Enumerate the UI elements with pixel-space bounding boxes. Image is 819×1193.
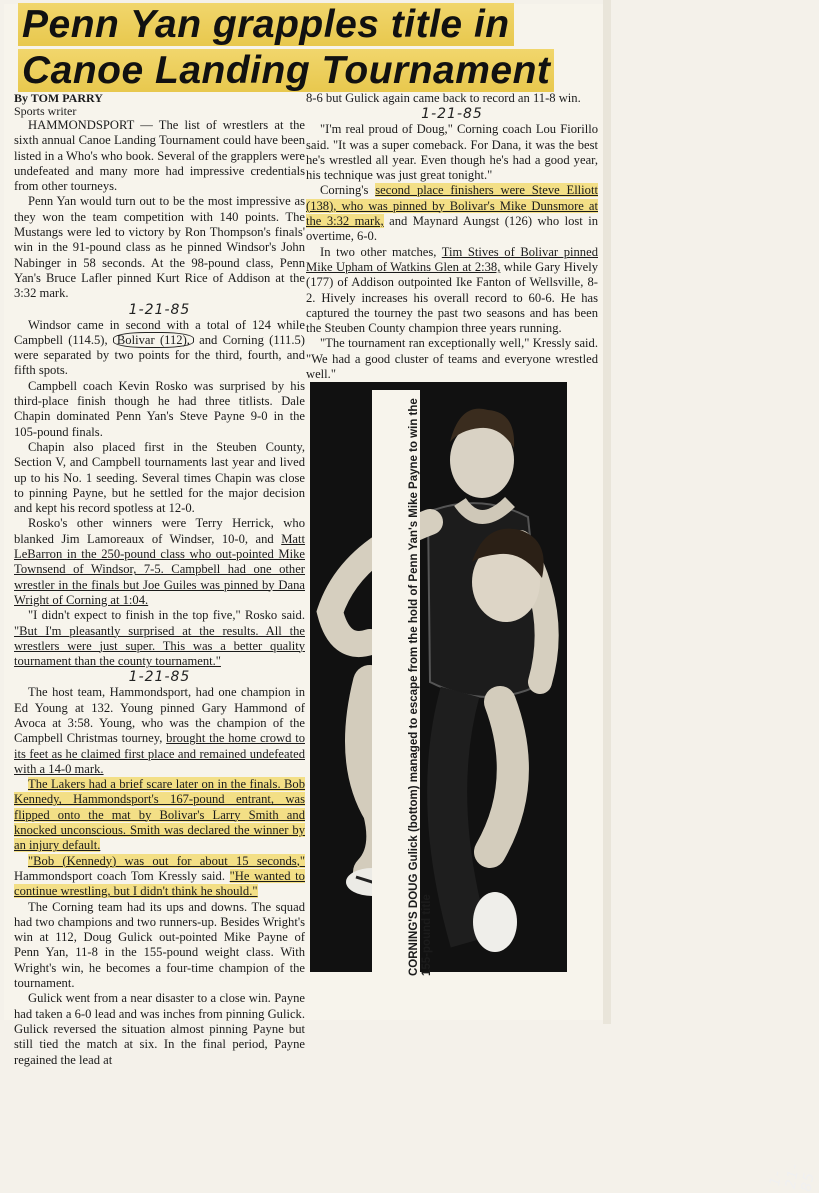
handwritten-date-3: 1-21-85 xyxy=(421,106,483,123)
paragraph-r3 xyxy=(306,183,598,244)
caption-text: Gulick (bottom) managed to escape from the hold of Penn Yan's Mike Payne to win the 155-pound title xyxy=(408,398,433,976)
byline-author: By TOM PARRY xyxy=(14,91,103,105)
underlined-quote: "But I'm pleasantly surprised at the results. All the wrestlers were just super. This was a better quality tournament than the county tournament." xyxy=(14,623,305,669)
paragraph-6 xyxy=(14,516,305,608)
paragraph-6-text: Rosko's other winners were Terry Herrick, who blanked Jim Lamoreaux of Windser, 10-0, and xyxy=(14,516,305,546)
paragraph-7 xyxy=(14,608,305,669)
highlighted-text: The Lakers had a brief scare later on in the finals. Bob Kennedy, Hammondsport's 167-pound entrant, was flipped onto the mat by Bolivar's Larry Smith and knocked unconscious. Smith was declared the winner by an injury default. xyxy=(14,777,305,853)
article-right-column xyxy=(306,91,598,382)
headline xyxy=(18,2,603,94)
paragraph-r3-text-b: and Maynard Aungst (126) who lost in overtime, 6-0. xyxy=(306,214,598,244)
paragraph-3-text-a: Windsor came in second with a total of 124 while Campbell (114.5), xyxy=(14,317,305,347)
paragraph-3 xyxy=(14,318,305,379)
headline-line-1: Penn Yan grapples title in xyxy=(18,3,514,46)
underlined-text: Matt LeBarron in the 250-pound class who out-pointed Mike Townsend of Windsor, 7-5. Campbell had one other wrestler in the finals but Joe Guiles was pinned by Dana Wright of Corning at 1:04. xyxy=(14,531,306,607)
byline-role: Sports writer xyxy=(14,104,77,118)
paragraph-1 xyxy=(14,118,305,194)
paragraph-8-text: The host team, Hammondsport, had one champion in Ed Young at 132. Young pinned Gary Hammond of Avoca at 3:58. Young, who was the champion of the Campbell Christmas tourney, xyxy=(14,685,305,746)
circled-team: Bolivar (112), xyxy=(113,332,194,348)
paragraph-3-text-b: and Corning (111.5) were separated by two points for the third, fourth, and fifth spots. xyxy=(14,332,305,378)
paragraph-7-text: "I didn't expect to finish in the top five," Rosko said. xyxy=(28,608,305,623)
clipping-edge xyxy=(603,0,611,1024)
caption-lead: CORNING'S DOUG xyxy=(408,873,420,976)
paragraph-r5: "The tournament ran exceptionally well," Kressly said. "We had a good cluster of teams and everyone wrestled well." xyxy=(306,336,598,382)
paragraph-r4-text-b: while Gary Hively (177) of Addison outpointed Ike Fanton of Wellsville, 8-2. Hively increases his overall record to 60-6. He has captured the tourney the past two seasons and has been the Steuben County champion three years running. xyxy=(306,259,598,336)
highlighted-quote: "Bob (Kennedy) was out for about 15 seconds," xyxy=(28,853,305,868)
paragraph-r4-text-a: In two other matches, xyxy=(320,244,437,259)
underlined-text: Tim Stives of Bolivar pinned Mike Upham of Watkins Glen at 2:38, xyxy=(306,244,598,274)
paragraph-10 xyxy=(14,854,305,900)
article-left-column xyxy=(14,92,305,1068)
paragraph-2: Penn Yan would turn out to be the most impressive as they won the team competition with 140 points. The Mustangs were led to victory by Ron Thompson's finals' win in the 91-pound class as he pinned Windsor's John Nabinger in 58 seconds. At the 98-pound class, Penn Yan's Bruce Lafler pinned Kurt Rice of Addison at the 3:32 mark. xyxy=(14,194,305,301)
paragraph-r4 xyxy=(306,245,598,337)
wrestlers-illustration xyxy=(310,382,567,972)
paragraph-r3-text-a: Corning's xyxy=(320,183,369,198)
wrestling-photo xyxy=(310,382,818,1193)
handwritten-date-4: 1-21-85 xyxy=(767,1161,818,1193)
paragraph-5: Chapin also placed first in the Steuben County, Section V, and Campbell tournaments last year and lived up to his No. 1 seeding. Several times Chapin was close to pinning Payne, but he settled for the major decision and kept his record spotless at 12-0. xyxy=(14,439,305,516)
highlighted-text: second place finishers were Steve Elliott (138), who was pinned by Bolivar's Mike Dunsmore at the 3:32 mark, xyxy=(306,183,598,229)
dateline: HAMMONDSPORT xyxy=(28,118,135,132)
handwritten-date-2: 1-21-85 xyxy=(128,669,191,686)
underlined-text: brought the home crowd to its feet as he claimed first place and remained undefeated with a 14-0 mark. xyxy=(14,731,305,776)
paragraph-r1: 8-6 but Gulick again came back to record an 11-8 win. xyxy=(306,91,581,105)
headline-line-2: Canoe Landing Tournament xyxy=(18,49,554,92)
paragraph-4: Campbell coach Kevin Rosko was surprised by his third-place finish though he had three titlists. Dale Chapin dominated Penn Yan's Steve Payne 9-0 in the 105-pound finals. xyxy=(14,378,305,439)
handwritten-date-1: 1-21-85 xyxy=(128,301,191,318)
paragraph-8 xyxy=(14,685,305,777)
highlighted-quote: "He wanted to continue wrestling, but I didn't think he should." xyxy=(14,868,305,899)
paragraph-r2: "I'm real proud of Doug," Corning coach Lou Fiorillo said. "It was a super comeback. For Dana, it was the best he's wrestled all year. Even though he's had a good year, his technique was just great tonight." xyxy=(306,122,598,183)
paragraph-10-text: Hammondsport coach Tom Kressly said. xyxy=(14,868,225,883)
paragraph-1-text: — The list of wrestlers at the sixth annual Canoe Landing Tournament could have been listed in a Who's who book. Several of the grapplers were undefeated and many more had impressive credentials from other tourneys. xyxy=(14,118,305,194)
photo-caption xyxy=(408,376,434,976)
paragraph-12: Gulick went from a near disaster to a close win. Payne had taken a 6-0 lead and was inches from pinning Gulick. Gulick reversed the situation almost pinning Payne but still tied the match at six. In the final period, Payne regained the lead at xyxy=(14,991,305,1067)
paragraph-9 xyxy=(14,777,305,853)
paragraph-11: The Corning team had its ups and downs. The squad had two champions and two runners-up. Besides Wright's win at 112, Doug Gulick out-pointed Mike Payne of Penn Yan, 11-8 in the 155-pound weight class. With Wright's win, he becomes a four-time champion of the tournament. xyxy=(14,899,305,991)
